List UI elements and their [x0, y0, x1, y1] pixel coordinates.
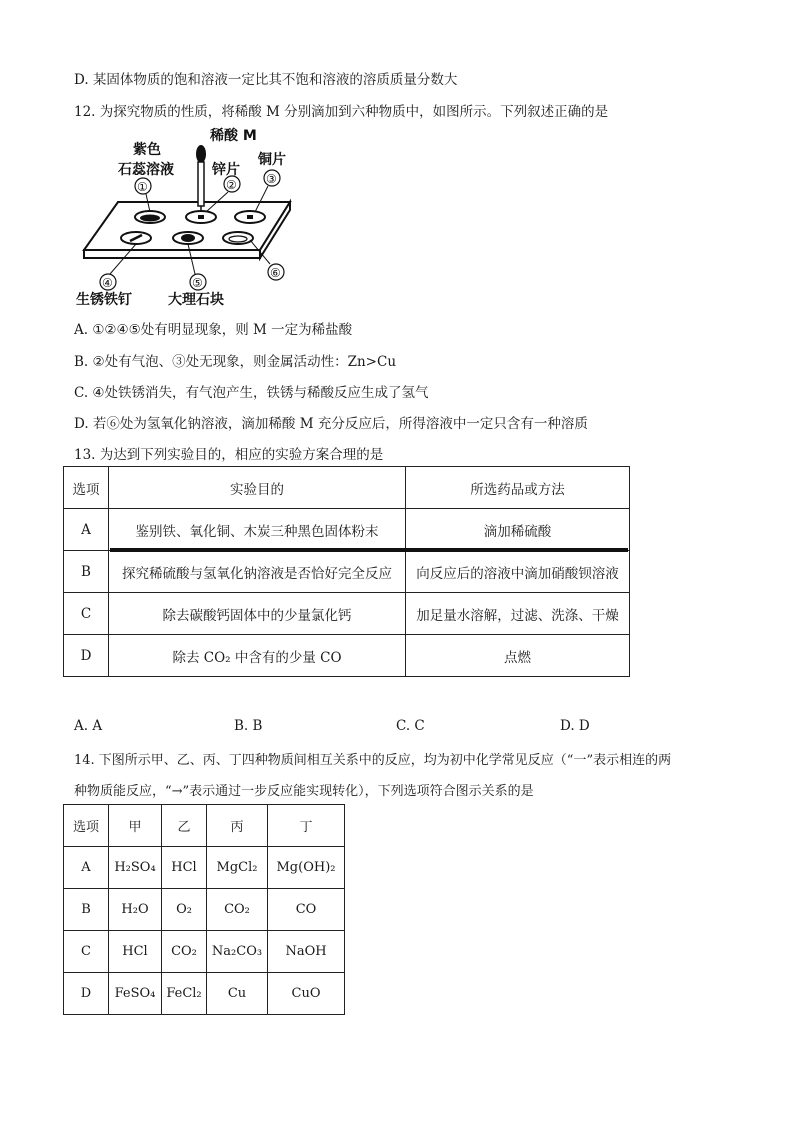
cell: CuO: [268, 973, 345, 1015]
table-row: [64, 889, 345, 931]
cell: HCl: [162, 847, 207, 889]
num-1: ①: [137, 180, 148, 194]
row-goal: 除去碳酸钙固体中的少量氯化钙: [109, 593, 406, 635]
cell: HCl: [109, 931, 162, 973]
litmus-label-2: 石蕊溶液: [118, 162, 174, 178]
cell: O₂: [162, 889, 207, 931]
cell: D: [64, 973, 109, 1015]
row-goal: 除去 CO₂ 中含有的少量 CO: [109, 635, 406, 677]
table-row: [64, 973, 345, 1015]
plate-side: [84, 250, 260, 258]
header-option: 选项: [64, 467, 109, 509]
cell: NaOH: [268, 931, 345, 973]
row-goal: 探究稀硫酸与氢氧化钠溶液是否恰好完全反应: [109, 551, 406, 593]
num-6: ⑥: [270, 266, 281, 280]
litmus-label-1: 紫色: [133, 142, 161, 158]
rust-nail-label: 生锈铁钉: [76, 292, 132, 306]
cell: H₂O: [109, 889, 162, 931]
thick-divider: [110, 548, 628, 552]
header-ding: 丁: [268, 805, 345, 847]
table-row: [64, 931, 345, 973]
cell: A: [64, 847, 109, 889]
table-row: [64, 847, 345, 889]
cell: H₂SO₄: [109, 847, 162, 889]
cell: Mg(OH)₂: [268, 847, 345, 889]
q14-table: [63, 804, 345, 1015]
cell: CO₂: [207, 889, 268, 931]
cell: Cu: [207, 973, 268, 1015]
table-row: [64, 635, 630, 677]
q12-option-b: B. ②处有气泡、③处无现象，则金属活动性：Zn>Cu: [74, 354, 397, 370]
q13-answer-c: C. C: [396, 718, 425, 734]
q13-stem: 13. 为达到下列实验目的，相应的实验方案合理的是: [74, 447, 384, 463]
row-label: B: [64, 551, 109, 593]
dropper-bulb: [196, 145, 206, 163]
num-4: ④: [102, 276, 113, 290]
table-row: [64, 551, 630, 593]
row-method: 加足量水溶解，过滤、洗涤、干燥: [406, 593, 630, 635]
acid-label: 稀酸 M: [210, 128, 257, 144]
row-label: A: [64, 509, 109, 551]
q13-answer-a: A. A: [74, 718, 103, 734]
q13-answer-b: B. B: [234, 718, 263, 734]
q12-option-c: C. ④处铁锈消失，有气泡产生，铁锈与稀酸反应生成了氢气: [74, 385, 429, 401]
num-3: ③: [266, 172, 277, 186]
q12-option-a: A. ①②④⑤处有明显现象，则 M 一定为稀盐酸: [74, 322, 353, 338]
header-method: 所选药品或方法: [406, 467, 630, 509]
header-option: 选项: [64, 805, 109, 847]
cell: B: [64, 889, 109, 931]
spot-plate-figure: [70, 126, 300, 306]
table-header-row: [64, 805, 345, 847]
q14-stem-line2: 种物质能反应，“→”表示通过一步反应能实现转化），下列选项符合图示关系的是: [74, 784, 534, 799]
q11-option-d: D. 某固体物质的饱和溶液一定比其不饱和溶液的溶质质量分数大: [74, 72, 458, 88]
num-5: ⑤: [192, 276, 203, 290]
cell: FeCl₂: [162, 973, 207, 1015]
q13-answer-d: D. D: [560, 718, 590, 734]
marble-label: 大理石块: [168, 292, 224, 306]
table-header-row: [64, 467, 630, 509]
cell: CO₂: [162, 931, 207, 973]
q12-stem: 12. 为探究物质的性质，将稀酸 M 分别滴加到六种物质中，如图所示。下列叙述正确的是: [74, 104, 609, 120]
q12-option-d: D. 若⑥处为氢氧化钠溶液，滴加稀酸 M 充分反应后，所得溶液中一定只含有一种溶质: [74, 416, 588, 432]
zinc-label: 锌片: [212, 162, 240, 178]
table-row: [64, 593, 630, 635]
row-goal: 鉴别铁、氧化铜、木炭三种黑色固体粉末: [109, 509, 406, 551]
row-method: 滴加稀硫酸: [406, 509, 630, 551]
q14-stem-line1: 14. 下图所示甲、乙、丙、丁四种物质间相互关系中的反应，均为初中化学常见反应（“一”表示相连的两: [74, 753, 672, 768]
dropper-tube: [198, 162, 204, 206]
cell: Na₂CO₃: [207, 931, 268, 973]
header-jia: 甲: [109, 805, 162, 847]
row-label: C: [64, 593, 109, 635]
q13-table: [63, 466, 630, 677]
header-goal: 实验目的: [109, 467, 406, 509]
num-2: ②: [226, 178, 237, 192]
row-method: 向反应后的溶液中滴加硝酸钡溶液: [406, 551, 630, 593]
row-label: D: [64, 635, 109, 677]
row-method: 点燃: [406, 635, 630, 677]
cell: CO: [268, 889, 345, 931]
cell: MgCl₂: [207, 847, 268, 889]
cell: C: [64, 931, 109, 973]
header-bing: 丙: [207, 805, 268, 847]
cell: FeSO₄: [109, 973, 162, 1015]
header-yi: 乙: [162, 805, 207, 847]
copper-label: 铜片: [258, 152, 286, 168]
table-row: [64, 509, 630, 551]
